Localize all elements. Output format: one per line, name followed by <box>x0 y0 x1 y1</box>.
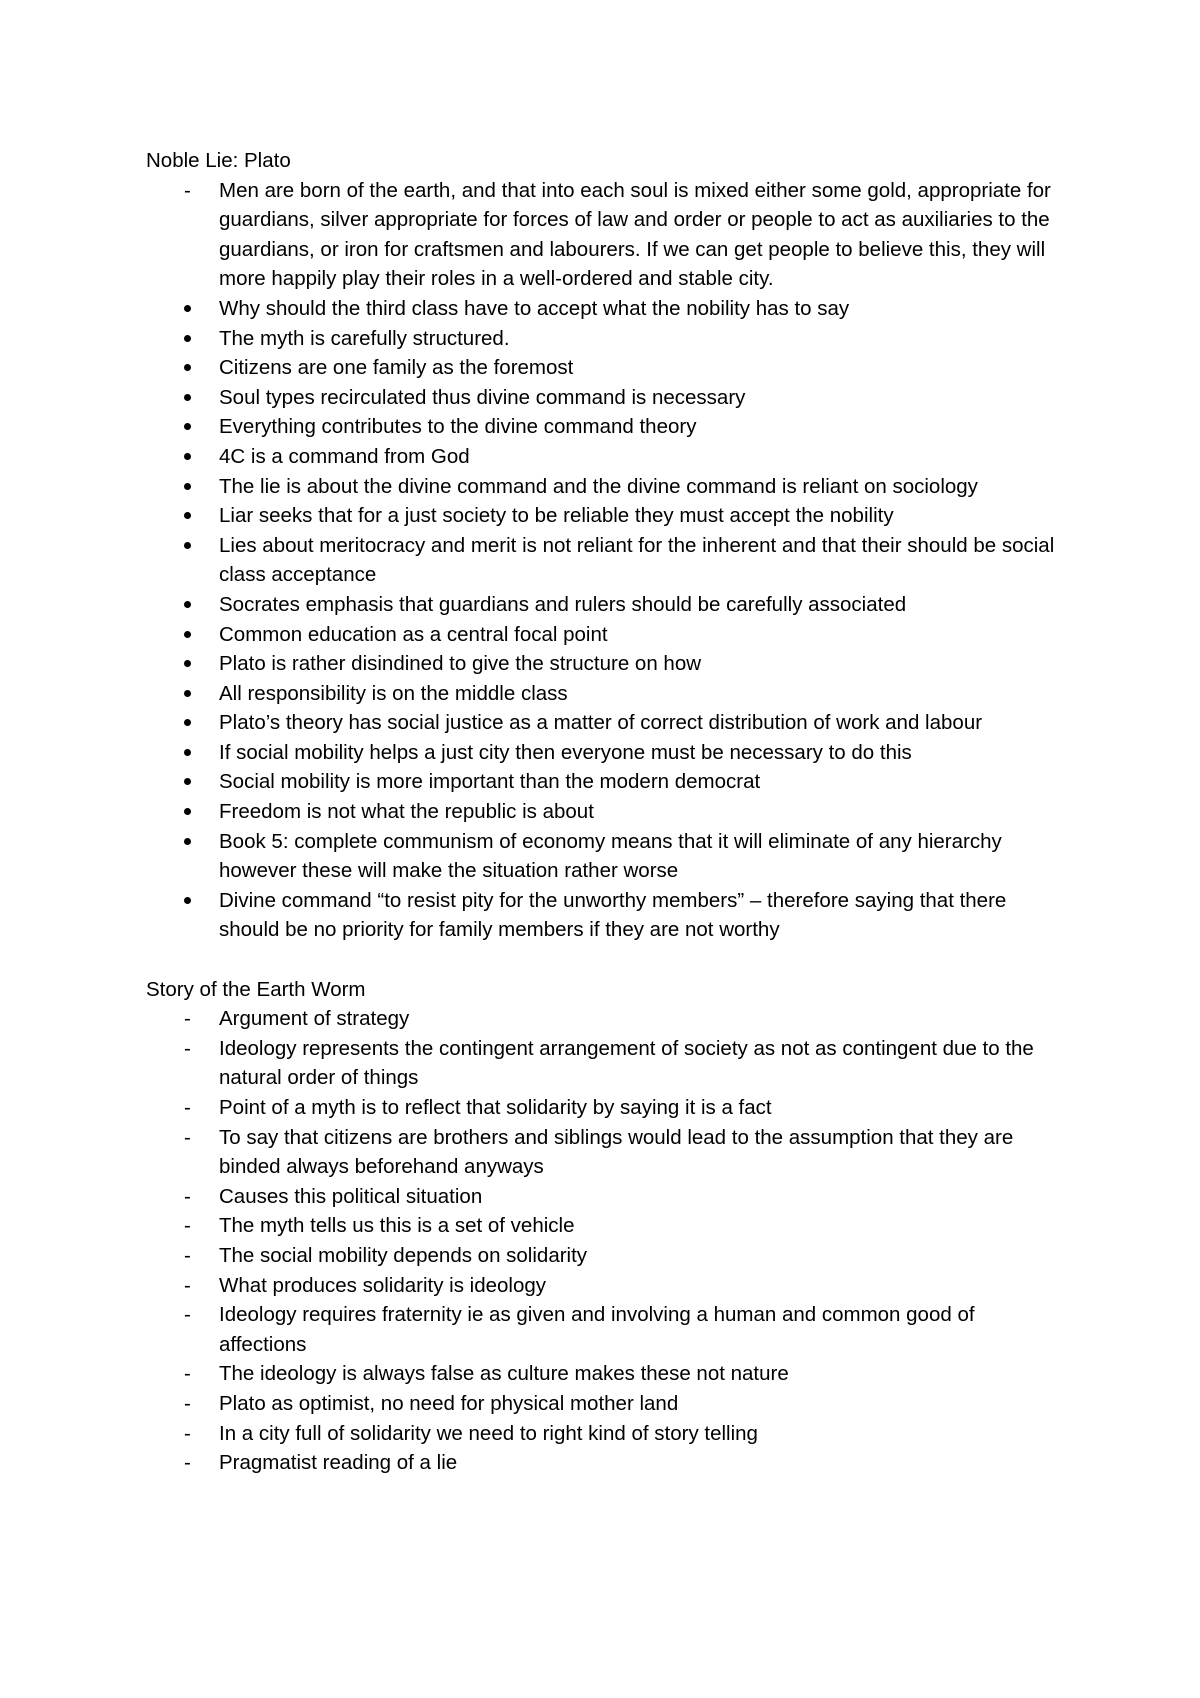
section-earth-worm <box>146 975 1066 1478</box>
list-item <box>146 1241 1066 1271</box>
list-item <box>146 1419 1066 1449</box>
list-item <box>146 501 1066 531</box>
list-item <box>146 324 1066 354</box>
dash-marker: - <box>184 1125 191 1149</box>
list-item-text: Why should the third class have to accept what the nobility has to say <box>219 296 850 320</box>
dash-marker: - <box>184 1096 191 1119</box>
list-item-text: Everything contributes to the divine command theory <box>219 415 697 439</box>
list-item <box>146 827 1066 886</box>
list-item <box>146 412 1066 442</box>
section-heading: Story of the Earth Worm <box>146 977 366 1001</box>
dash-marker: - <box>184 1184 191 1208</box>
dash-marker: - <box>184 1243 191 1267</box>
list-item <box>146 1448 1066 1478</box>
list-item <box>146 1271 1066 1301</box>
list-item-text: Liar seeks that for a just society to be reliable they must accept the nobility <box>219 504 894 528</box>
list-item-text: What produces solidarity is ideology <box>219 1273 547 1297</box>
list-item <box>146 679 1066 709</box>
list-item <box>146 442 1066 472</box>
dash-marker: - <box>184 1391 191 1415</box>
list-item-text: Argument of strategy <box>219 1007 410 1031</box>
list-item <box>146 886 1066 945</box>
list-item <box>146 1004 1066 1034</box>
list-item <box>146 472 1066 502</box>
list-item-text: Social mobility is more important than the modern democrat <box>219 770 761 794</box>
list-item-text: Causes this political situation <box>219 1184 483 1208</box>
list-item-text: In a city full of solidarity we need to right kind of story telling <box>219 1421 758 1445</box>
list-item <box>146 294 1066 324</box>
list-item <box>146 649 1066 679</box>
list-item-text: Freedom is not what the republic is about <box>219 800 594 824</box>
list-item-text: Soul types recirculated thus divine command is necessary <box>219 385 746 409</box>
list-item <box>146 1182 1066 1212</box>
dash-marker: - <box>184 1303 191 1327</box>
list-item-text: Divine command “to resist pity for the unworthy members” – therefore saying that there should be no priority for family members if they are not worthy <box>219 888 1007 942</box>
list-item <box>146 383 1066 413</box>
dash-marker: - <box>184 1362 191 1386</box>
list-item-text: Men are born of the earth, and that into each soul is mixed either some gold, appropriate for guardians, silver appropriate for forces of law and order or people to act as auxiliaries to the guardians, or iron for craftsmen and labourers. If we can get people to believe this, they will more happily play their roles in a well-ordered and stable city. <box>219 178 1051 291</box>
list-item <box>146 1034 1066 1093</box>
list-item-text: Plato is rather disindined to give the structure on how <box>219 652 702 676</box>
list-item-text: Book 5: complete communism of economy means that it will eliminate of any hierarchy however these will make the situation rather worse <box>219 829 1002 883</box>
list-item-text: Pragmatist reading of a lie <box>219 1451 458 1475</box>
list-item-text: If social mobility helps a just city then everyone must be necessary to do this <box>219 740 912 764</box>
list-item-text: 4C is a command from God <box>219 444 470 468</box>
list-item-text: Point of a myth is to reflect that solidarity by saying it is a fact <box>219 1096 772 1119</box>
list-item-text: The myth tells us this is a set of vehicle <box>219 1214 575 1238</box>
list-item <box>146 797 1066 827</box>
list-item-text: Lies about meritocracy and merit is not reliant for the inherent and that their should be social class acceptance <box>219 533 1055 587</box>
dash-marker: - <box>184 178 191 202</box>
list-item-text: The ideology is always false as culture makes these not nature <box>219 1362 789 1386</box>
dash-marker: - <box>184 1007 191 1031</box>
list-item <box>146 738 1066 768</box>
section-heading: Noble Lie: Plato <box>146 149 291 172</box>
dash-marker: - <box>184 1036 191 1060</box>
section-list <box>146 1004 1066 1478</box>
dash-marker: - <box>184 1214 191 1238</box>
list-item <box>146 353 1066 383</box>
list-item <box>146 1300 1066 1359</box>
dash-marker: - <box>184 1451 191 1475</box>
section-noble-lie <box>146 146 1066 945</box>
list-item <box>146 620 1066 650</box>
list-item-text: To say that citizens are brothers and siblings would lead to the assumption that they are binded always beforehand anyways <box>219 1125 1014 1179</box>
list-item-text: The social mobility depends on solidarity <box>219 1243 588 1267</box>
dash-marker: - <box>184 1273 191 1297</box>
list-item-text: Common education as a central focal point <box>219 622 608 646</box>
list-item <box>146 1359 1066 1389</box>
list-item-text: The myth is carefully structured. <box>219 326 510 350</box>
list-item-text: Ideology requires fraternity ie as given and involving a human and common good of affections <box>219 1303 975 1356</box>
list-item <box>146 531 1066 590</box>
list-item-text: The lie is about the divine command and the divine command is reliant on sociology <box>219 474 978 498</box>
list-item <box>146 767 1066 797</box>
section-list <box>146 176 1066 945</box>
list-item <box>146 176 1066 294</box>
list-item <box>146 1211 1066 1241</box>
list-item <box>146 590 1066 620</box>
list-item-text: All responsibility is on the middle class <box>219 681 568 705</box>
list-item-text: Ideology represents the contingent arrangement of society as not as contingent due to the natural order of things <box>219 1036 1034 1090</box>
list-item <box>146 1093 1066 1123</box>
list-item-text: Socrates emphasis that guardians and rulers should be carefully associated <box>219 592 907 616</box>
dash-marker: - <box>184 1421 191 1445</box>
list-item-text: Plato as optimist, no need for physical mother land <box>219 1391 679 1415</box>
document-page <box>146 146 1066 1478</box>
list-item-text: Plato’s theory has social justice as a matter of correct distribution of work and labour <box>219 711 983 735</box>
list-item <box>146 1123 1066 1182</box>
list-item <box>146 708 1066 738</box>
list-item-text: Citizens are one family as the foremost <box>219 356 574 380</box>
list-item <box>146 1389 1066 1419</box>
